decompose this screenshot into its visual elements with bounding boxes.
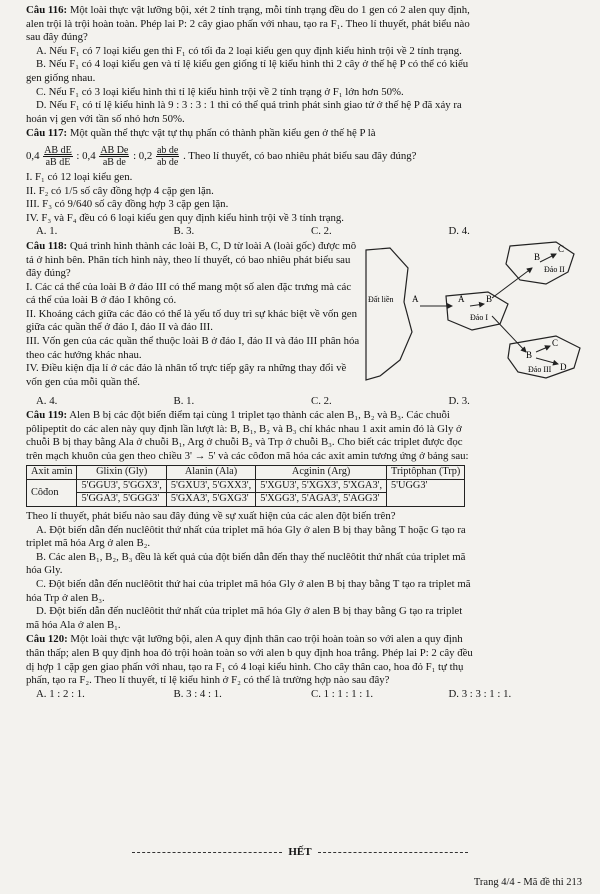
option-b: B. 3 : 4 : 1. <box>173 687 222 700</box>
migration-arrow <box>536 346 550 352</box>
coefficient: 0,4 <box>26 149 40 162</box>
divider <box>318 852 468 853</box>
table-cell: 5'GXU3', 5'GXX3', <box>166 479 255 493</box>
options-row <box>26 688 586 702</box>
statement-1: I. F₁ có 12 loại kiểu gen. <box>26 170 133 183</box>
island-2-label: Đảo II <box>544 264 565 274</box>
table-row <box>27 479 465 493</box>
mainland-shape <box>366 248 412 380</box>
question-text: Theo lí thuyết, phát biểu nào sau đây đúng về sự xuất hiện của các alen đột biến trên? <box>26 509 396 522</box>
species-a-label: A <box>458 293 465 304</box>
question-label: Câu 119: <box>26 409 68 422</box>
option-b-cont: hóa Gly. <box>26 564 63 577</box>
question-text: Một loài thực vật lưỡng bội, alen A quy định thân cao trội hoàn toàn so với alen a quy định <box>70 633 463 646</box>
coefficient: : 0,2 <box>133 149 153 162</box>
option-d-cont: hoán vị gen với tần số nhỏ hơn 50%. <box>26 112 185 125</box>
codon-table <box>26 465 465 507</box>
question-119 <box>26 409 586 632</box>
question-120 <box>26 633 586 701</box>
migration-arrow <box>492 316 526 352</box>
question-text: . Theo lí thuyết, có bao nhiêu phát biểu sau đây đúng? <box>183 149 417 162</box>
option-a-cont: triplet mã hóa Arg ở alen B₂. <box>26 537 151 550</box>
question-text: thân thấp; alen B quy định hoa đỏ trội hoàn toàn so với alen b quy định hoa trắng. Phép lai P: 2 cây đều <box>26 646 473 659</box>
option-c: C. 2. <box>311 225 332 238</box>
option-a: A. 1. <box>36 225 58 238</box>
option-a: A. 1 : 2 : 1. <box>36 687 85 700</box>
question-text: Quá trình hình thành các loài B, C, D từ loài A (loài gốc) được mô tả ở hình bên. Phân tích hình này, theo lí thuyết, có bao nhiêu phát biểu sau đây đúng? <box>26 239 357 280</box>
option-b: B. 1. <box>173 394 195 407</box>
table-cell: 5'GXA3', 5'GXG3' <box>166 493 255 507</box>
option-b: B. 3. <box>173 225 195 238</box>
option-c: C. Đột biến dẫn đến nuclêôtit thứ hai của triplet mã hóa Gly ở alen B bị thay bằng T tạo ra triplet mã <box>36 577 471 590</box>
species-c-label: C <box>558 243 565 254</box>
genotype-fraction: $\frac{\text{AB dE}}{\text{aB dE}}$ <box>44 144 72 168</box>
table-header: Glixin (Gly) <box>77 466 166 480</box>
migration-arrow <box>492 268 532 298</box>
question-text: phấn, tạo ra F₂. Theo lí thuyết, tỉ lệ kiểu hình ở F₂ có thể là trường hợp nào sau đây? <box>26 674 390 687</box>
migration-arrow <box>536 358 558 364</box>
option-d: D. Đột biến dẫn đến nuclêôtit thứ nhất của triplet mã hóa Gly ở alen B bị thay bằng G tạo ra triplet <box>36 605 463 618</box>
option-c: C. 2. <box>311 394 332 407</box>
table-header: Axit amin <box>27 466 77 480</box>
question-text: pôlipeptit do các alen này quy định lần lượt là: B, B₁, B₂ và B₃ chỉ khác nhau 1 axit amin đó là Gly ở <box>26 422 462 435</box>
species-d-label: D <box>560 361 567 372</box>
island-map <box>360 240 588 390</box>
island-1-label: Đảo I <box>470 312 488 322</box>
divider <box>132 852 282 853</box>
option-c-cont: hóa Trp ở alen B₃. <box>26 591 105 604</box>
table-cell: 5'XGU3', 5'XGX3', 5'XGA3', <box>256 479 387 493</box>
option-d: D. 3. <box>448 394 470 407</box>
statement-1: I. Các cá thể của loài B ở đảo III có thể mang một số alen đặc trưng mà các cá thể của loài B ở đảo I không có. <box>26 280 352 307</box>
option-c: C. 1 : 1 : 1 : 1. <box>311 687 374 700</box>
coefficient: : 0,4 <box>76 149 96 162</box>
question-text: Alen B bị các đột biến điểm tại cùng 1 triplet tạo thành các alen B₁, B₂ và B₃. Các chuỗi <box>69 409 450 422</box>
table-cell: 5'GGU3', 5'GGX3', <box>77 479 166 493</box>
table-header-row <box>27 466 465 480</box>
question-label: Câu 117: <box>26 127 68 140</box>
table-header: Alanin (Ala) <box>166 466 255 480</box>
end-mark <box>0 846 600 860</box>
genotype-fraction: $\frac{\text{AB De}}{\text{aB de}}$ <box>100 144 129 168</box>
statement-3: III. Vốn gen của các quần thể thuộc loài B ở đảo I, đảo II và đảo III phân hóa theo các hướng khác nhau. <box>26 335 360 361</box>
question-label: Câu 118: <box>26 239 68 252</box>
option-b: B. Các alen B₁, B₂, B₃ đều là kết quả của đột biến dẫn đến thay thế nuclêôtit thứ nhất của triplet mã <box>36 550 466 563</box>
question-text: alen trội là trội hoàn toàn. Phép lai P: 2 cây giao phấn với nhau, tạo ra F₁. Theo lí thuyết, phát biểu nào <box>26 17 470 30</box>
end-mark-text: HẾT <box>288 846 312 858</box>
page-number: Trang 4/4 - Mã đề thi 213 <box>473 877 582 888</box>
question-text: dị hợp 1 cặp gen giao phấn với nhau, tạo ra F₁ có 4 loại kiểu hình. Cho cây thân cao, hoa đỏ F₁ tự thụ <box>26 660 464 673</box>
question-text: sau đây đúng? <box>26 31 88 44</box>
question-116 <box>26 4 586 126</box>
option-d-cont: mã hóa Ala ở alen B₁. <box>26 618 121 631</box>
option-a: A. Nếu F₁ có 7 loại kiểu gen thì F₁ có tối đa 2 loại kiểu gen quy định kiểu hình trội về 2 tính trạng. <box>36 44 462 57</box>
question-text: chuỗi B bị thay bằng Ala ở chuỗi B₁, Arg ở chuỗi B₂ và Trp ở chuỗi B₃. Cho biết các triplet được đọc <box>26 436 463 449</box>
genotype-formula <box>26 141 586 171</box>
question-label: Câu 120: <box>26 633 68 646</box>
table-header: Acginin (Arg) <box>256 466 387 480</box>
option-b-cont: gen giống nhau. <box>26 71 96 84</box>
option-b: B. Nếu F₁ có 4 loại kiểu gen và tỉ lệ kiểu gen giống tỉ lệ kiểu hình thì 2 cây ở thế hệ P có thể có kiểu <box>36 58 469 71</box>
options-row <box>26 225 586 239</box>
statement-2: II. Khoảng cách giữa các đảo có thể là yếu tố duy trì sự khác biệt về vốn gen giữa các quần thể ở đảo I, đảo II và đảo III. <box>26 307 357 334</box>
island-1-shape <box>446 292 508 330</box>
statement-4: IV. F₃ và F₄ đều có 6 loại kiểu gen quy định kiểu hình trội về 3 tính trạng. <box>26 211 344 224</box>
option-d: D. 4. <box>448 225 470 238</box>
migration-arrow <box>540 254 556 262</box>
species-a-label: A <box>412 293 419 304</box>
speciation-diagram <box>360 240 588 395</box>
table-cell: 5'UGG3' <box>387 479 465 506</box>
species-c-label: C <box>552 337 559 348</box>
table-cell: 5'XGG3', 5'AGA3', 5'AGG3' <box>256 493 387 507</box>
option-d: D. 3 : 3 : 1 : 1. <box>448 687 512 700</box>
table-cell: 5'GGA3', 5'GGG3' <box>77 493 166 507</box>
island-3-label: Đảo III <box>528 364 552 374</box>
options-row <box>26 395 586 409</box>
option-d: D. Nếu F₁ có tỉ lệ kiểu hình là 9 : 3 : 3 : 1 thì có thể quá trình phát sinh giao tử ở thế hệ P đã xảy ra <box>36 99 462 112</box>
question-text: Một loài thực vật lưỡng bội, xét 2 tính trạng, mỗi tính trạng đều do 1 gen có 2 alen quy định, <box>69 4 470 16</box>
species-b-label: B <box>534 251 541 262</box>
question-label: Câu 116: <box>26 4 68 16</box>
species-b-label: B <box>526 349 533 360</box>
question-text: Một quần thể thực vật tự thụ phấn có thành phần kiểu gen ở thế hệ P là <box>69 127 376 140</box>
statement-2: II. F₂ có 1/5 số cây đồng hợp 4 cặp gen lặn. <box>26 184 214 197</box>
statement-4: IV. Điều kiện địa lí ở các đảo là nhân tố trực tiếp gây ra những thay đổi về vốn gen của mỗi quần thể. <box>26 362 347 388</box>
migration-arrow <box>470 304 484 306</box>
species-b-label: B <box>486 293 493 304</box>
statement-3: III. F₃ có 9/640 số cây đồng hợp 3 cặp gen lặn. <box>26 198 229 211</box>
option-c: C. Nếu F₁ có 3 loại kiểu hình thì tỉ lệ kiểu hình trội về 2 tính trạng ở F₁ lớn hơn 50%. <box>36 85 404 98</box>
mainland-label: Đất liền <box>368 294 394 304</box>
genotype-fraction: $\frac{\text{ab de}}{\text{ab de}}$ <box>156 144 179 168</box>
table-row-label: Côđon <box>27 479 77 506</box>
question-text: trên mạch khuôn của gen theo chiều 3' → 5' và các côđon mã hóa các axit amin tương ứng ở bảng sau: <box>26 449 469 462</box>
table-header: Triptôphan (Trp) <box>387 466 465 480</box>
option-a: A. 4. <box>36 394 58 407</box>
option-a: A. Đột biến dẫn đến nuclêôtit thứ nhất của triplet mã hóa Gly ở alen B bị thay bằng T hoặc G tạo ra <box>36 523 466 536</box>
question-117 <box>26 127 586 239</box>
question-118 <box>26 240 586 395</box>
